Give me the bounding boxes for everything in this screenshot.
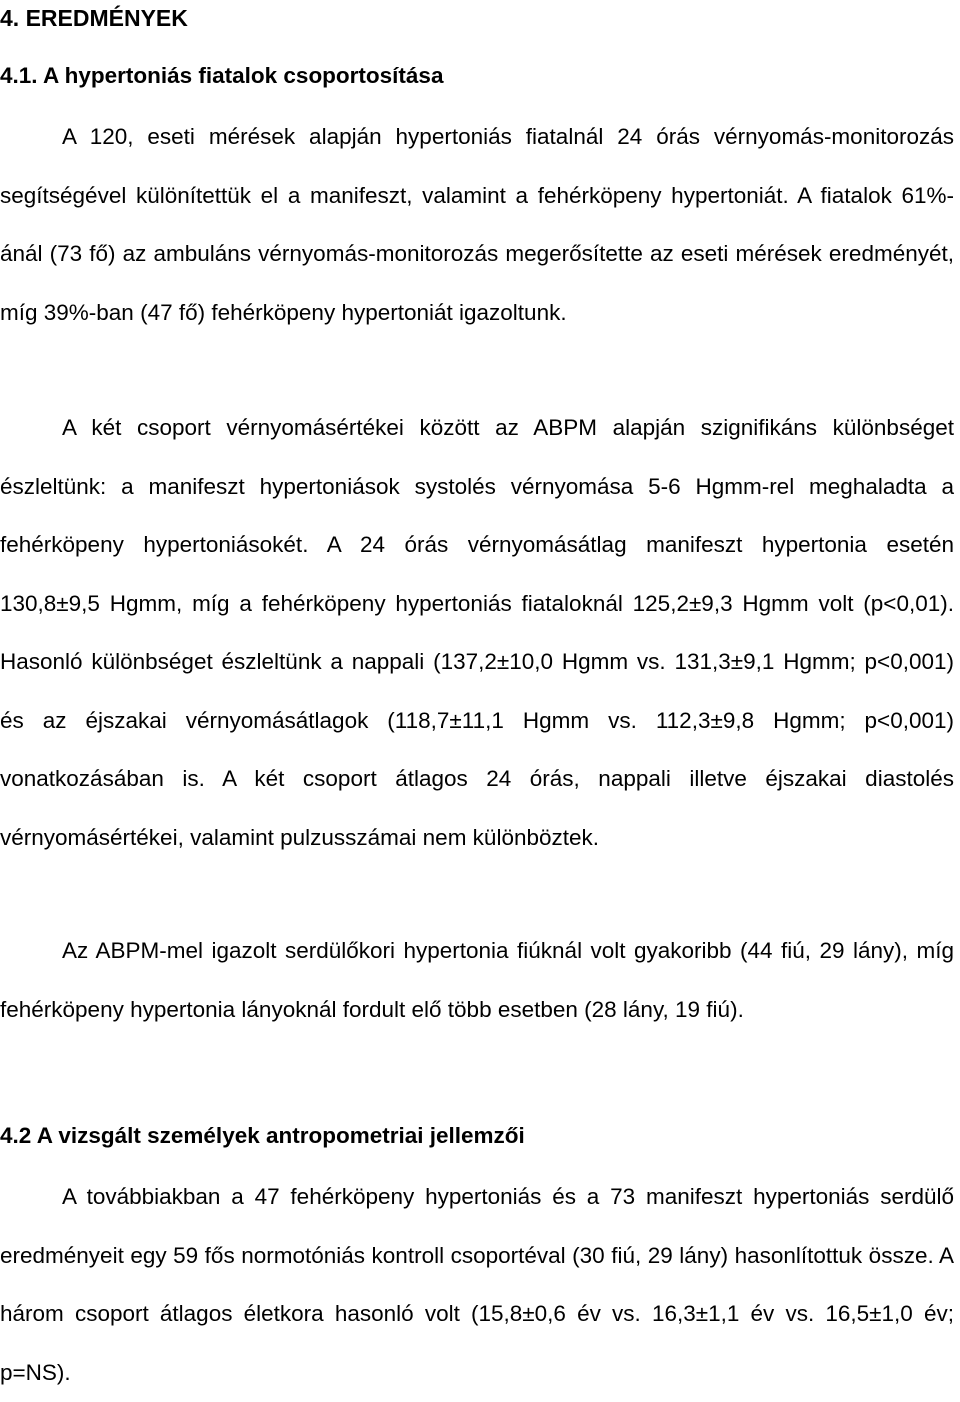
paragraph-bp-comparison: A két csoport vérnyomásértékei között az ABPM alapján szignifikáns különbséget észleltünk: a manifeszt hypertoniások systolés vérnyomása 5-6 Hgmm-rel meghaladta a fehérköpeny hypertoniásokét. A 24 órás vérnyomásátlag manifeszt hypertonia esetén 130,8±9,5 Hgmm, míg a fehérköpeny hypertoniás fiataloknál 125,2±9,3 Hgmm volt (p<0,01). Hasonló különbséget észleltünk a nappali (137,2±10,0 Hgmm vs. 131,3±9,1 Hgmm; p<0,001) és az éjszakai vérnyomásátlagok (118,7±11,1 Hgmm vs. 112,3±9,8 Hgmm; p<0,001) vonatkozásában is. A két csoport átlagos 24 órás, nappali illetve éjszakai diastolés vérnyomásértékei, valamint pulzusszámai nem különböztek. [0, 415, 954, 850]
chapter-title: 4. EREDMÉNYEK [0, 5, 188, 31]
section-title-4-1: 4.1. A hypertoniás fiatalok csoportosítása [0, 63, 444, 88]
paragraph-anthropometry: A továbbiakban a 47 fehérköpeny hypertoniás és a 73 manifeszt hypertoniás serdülő eredményeit egy 59 fős normotóniás kontroll csoportéval (30 fiú, 29 lány) hasonlítottuk össze. A három csoport átlagos életkora hasonló volt (15,8±0,6 év vs. 16,3±1,1 év vs. 16,5±1,0 év; p=NS). [0, 1184, 954, 1385]
section-title-4-2: 4.2 A vizsgált személyek antropometriai jellemzői [0, 1123, 525, 1148]
paragraph-sex-distribution: Az ABPM-mel igazolt serdülőkori hypertonia fiúknál volt gyakoribb (44 fiú, 29 lány), míg fehérköpeny hypertonia lányoknál fordult elő több esetben (28 lány, 19 fiú). [0, 938, 954, 1022]
paragraph-grouping: A 120, eseti mérések alapján hypertoniás fiatalnál 24 órás vérnyomás-monitorozás segítségével különítettük el a manifeszt, valamint a fehérköpeny hypertoniát. A fiatalok 61%-ánál (73 fő) az ambuláns vérnyomás-monitorozás megerősítette az eseti mérések eredményét, míg 39%-ban (47 fő) fehérköpeny hypertoniát igazoltunk. [0, 124, 954, 325]
